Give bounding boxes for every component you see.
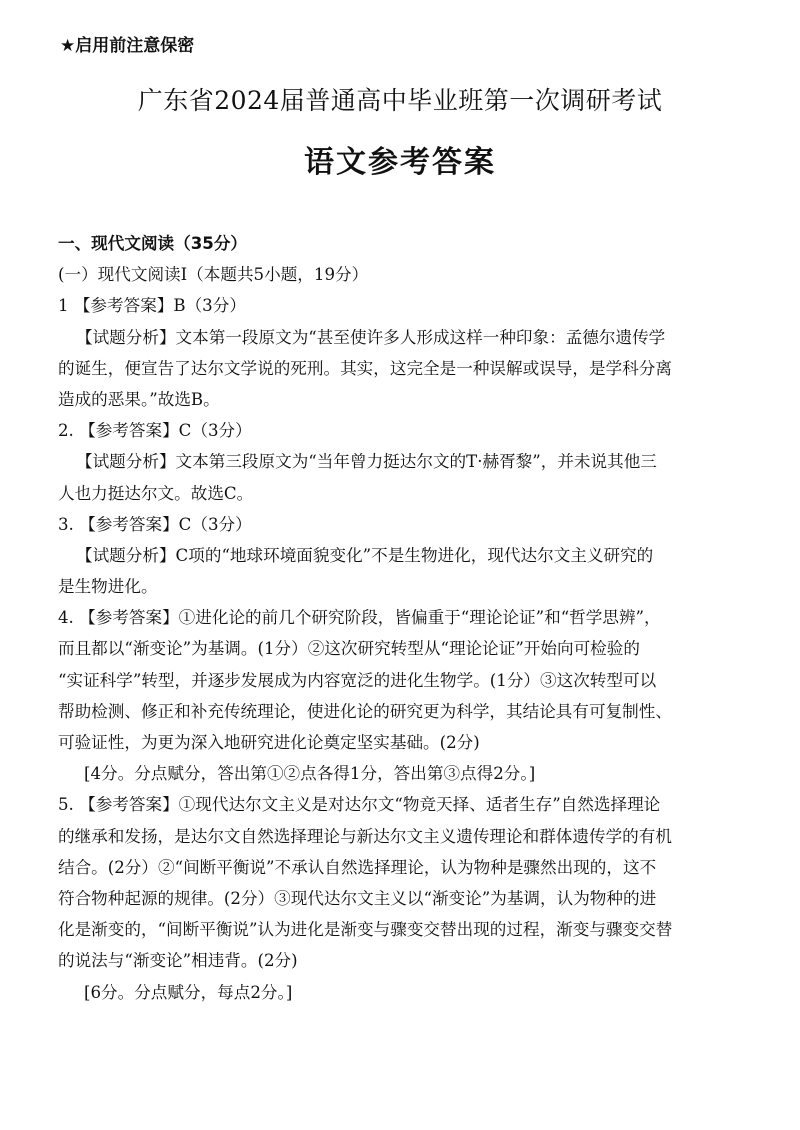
text-line: 的继承和发扬，是达尔文自然选择理论与新达尔文主义遗传理论和群体遗传学的有机: [58, 826, 672, 846]
text-line: 2. 【参考答案】C（3分）: [58, 421, 252, 441]
text-line: 3. 【参考答案】C（3分）: [58, 514, 252, 534]
text-line: 的说法与“渐变论”相违背。(2分): [58, 951, 298, 971]
answer-content: [58, 228, 738, 1008]
text-line: 帮助检测、修正和补充传统理论，使进化论的研究更为科学，其结论具有可复制性、: [58, 701, 672, 721]
text-line: 结合。(2分）②“间断平衡说”不承认自然选择理论，认为物种是骤然出现的，这不: [58, 857, 657, 877]
text-line: 【试题分析】文本第一段原文为“甚至使许多人形成这样一种印象：孟德尔遗传学: [76, 327, 666, 347]
text-line: 【试题分析】C项的“地球环境面貌变化”不是生物进化，现代达尔文主义研究的: [76, 545, 654, 565]
text-line: 的诞生，便宣告了达尔文学说的死刑。其实，这完全是一种误解或误导，是学科分离: [58, 358, 672, 378]
text-line: 符合物种起源的规律。(2分）③现代达尔文主义以“渐变论”为基调，认为物种的进: [58, 888, 657, 908]
text-line: 化是渐变的，“间断平衡说”认为进化是渐变与骤变交替出现的过程，渐变与骤变交替: [58, 920, 673, 940]
text-line: “实证科学”转型，并逐步发展成为内容宽泛的进化生物学。(1分）③这次转型可以: [58, 670, 657, 690]
text-line: 而且都以“渐变论”为基调。(1分）②这次研究转型从“理论论证”开始向可检验的: [58, 639, 640, 659]
text-line: 4. 【参考答案】①进化论的前几个研究阶段，皆偏重于“理论论证”和“哲学思辨”，: [58, 608, 661, 628]
text-line: 是生物进化。: [58, 577, 158, 597]
text-line: [4分。分点赋分，答出第①②点各得1分，答出第③点得2分。]: [84, 764, 536, 784]
text-line: 可验证性，为更为深入地研究进化论奠定坚实基础。(2分): [58, 733, 480, 752]
document-title: 语文参考答案: [304, 145, 496, 180]
text-line: [6分。分点赋分，每点2分。]: [84, 982, 293, 1002]
text-line: 造成的恶果。”故选B。: [58, 389, 220, 409]
text-line: 5. 【参考答案】①现代达尔文主义是对达尔文“物竞天择、适者生存”自然选择理论: [58, 795, 661, 815]
exam-title: 广东省2024届普通高中毕业班第一次调研考试: [137, 86, 663, 115]
text-line: 1 【参考答案】B（3分）: [58, 296, 246, 316]
text-line: 人也力挺达尔文。故选C。: [58, 483, 254, 503]
text-line: 【试题分析】文本第三段原文为“当年曾力挺达尔文的T·赫胥黎”，并未说其他三: [76, 452, 657, 472]
text-line: 一、现代文阅读（35分）: [58, 234, 248, 253]
text-line: (一）现代文阅读Ⅰ（本题共5小题，19分）: [58, 265, 369, 285]
confidential-notice: ★启用前注意保密: [60, 36, 195, 56]
